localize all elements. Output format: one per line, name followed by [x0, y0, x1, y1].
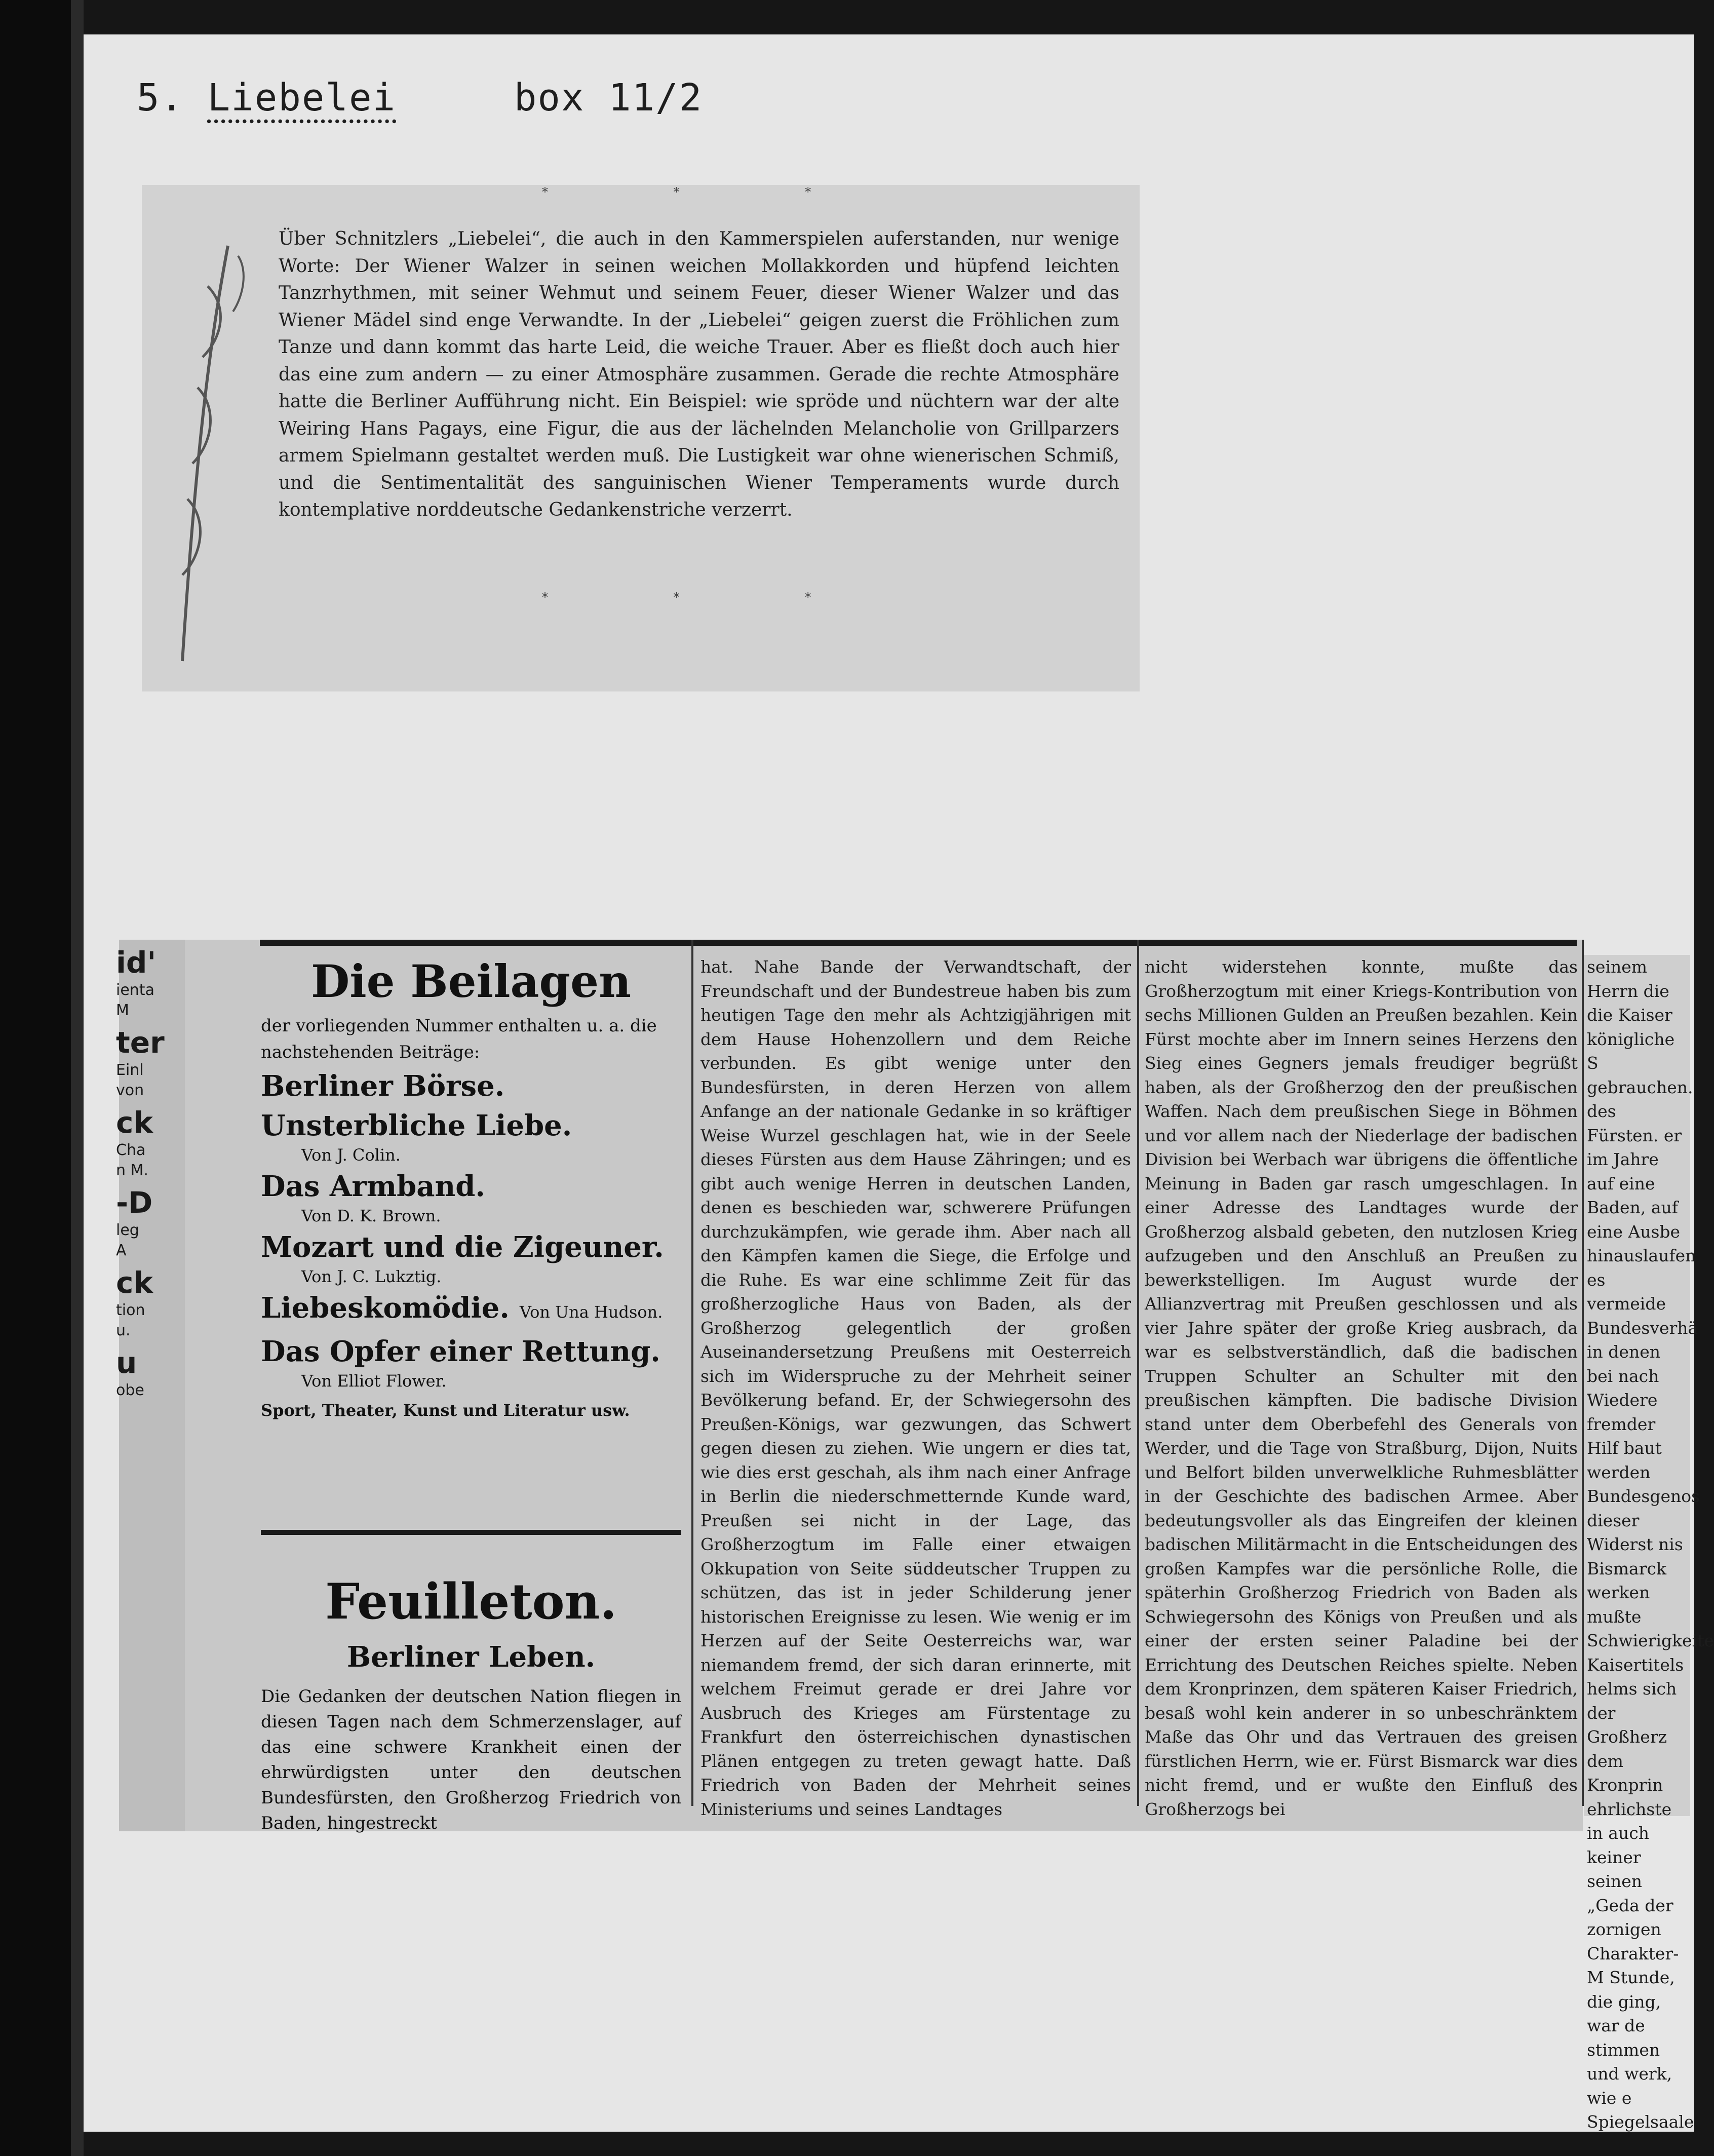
fragment: A	[116, 1242, 127, 1259]
box-label: box 11/2	[514, 76, 703, 120]
supplement-item: Das Armband.	[261, 1170, 485, 1203]
article-column-1: hat. Nahe Bande der Verwandtschaft, der Freundschaft und der Bundestreue haben bis zum heutigen Tage den mehr als Achtzigjährigen mit dem Hause Hohenzollern und dem Reiche verbunden. Es gibt wenige unter den Bundesfürsten, in deren Herzen von allem Anfange an der nationale Gedanke in so kräftiger Weise Wurzel geschlagen hat, wie in der Seele dieses Fürsten aus dem Hause Zähringen; und es gibt auch wenige Herren in deutschen Landen, denen es beschieden war, schwerere Prüfungen durchzukämpfen, wie gerade ihm. Aber nach all den Kämpfen kamen die Siege, die Erfolge und die Ruhe. Es war eine schlimme Zeit für das großherzogliche Haus von Baden, als der Großherzog gelegentlich der großen Auseinandersetzung Preußens mit Oesterreich sich im Widerspruche zu der Mehrheit seiner Bevölkerung befand. Er, der Schwiegersohn des Preußen-Königs, war gezwungen, das Schwert gegen diesen zu ziehen. Wie ungern er dies tat, wie dies erst geschah, als ihm nach einer Anfrage in Berlin die niederschmetternde Kunde ward, Preußen sei nicht in der Lage, das Großherzogtum im Falle einer etwaigen Okkupation von Seite süddeutscher Truppen zu schützen, das ist in jeder Schilderung jener historischen Ereignisse zu lesen. Wie wenig er im Herzen auf der Seite Oesterreichs war, war niemandem fremd, der sich daran erinnerte, mit welchem Freimut gerade er drei Jahre vor Ausbruch des Krieges am Fürstentage zu Frankfurt den österreichischen dynastischen Plänen entgegen zu treten gewagt hatte. Daß Friedrich von Baden der Mehrheit seines Ministeriums und seines Landtages	[700, 957, 1131, 1819]
fragment: n M.	[116, 1162, 148, 1179]
cut-right-column-text: seinem Herrn die die Kaiser königliche S gebrauchen. des Fürsten. er im Jahre auf eine Baden, auf eine Ausbe hinauslaufen es vermeide Bundesverhä in denen bei nach Wiedere fremder Hilf baut werden Bundesgenos dieser Widerst nis Bismarck werken mußte Schwierigkeite Kaisertitels helms sich der Großherz dem Kronprin ehrlichste in auch keiner seinen „Geda der zornigen Charakter-M Stunde, die ging, war de stimmen und werk, wie e Spiegelsaale	[1587, 957, 1714, 2132]
column-rule	[1137, 940, 1139, 1806]
fragment: obe	[116, 1381, 144, 1399]
fragment: id'	[116, 945, 157, 980]
fragment: u.	[116, 1322, 131, 1339]
fragment: -D	[116, 1185, 153, 1220]
fragment: ck	[116, 1265, 153, 1300]
cut-right-column	[1584, 955, 1714, 2132]
supplements-intro: der vorliegenden Nummer enthalten u. a. die nachstehenden Beiträge:	[261, 1016, 657, 1062]
supplements-box	[261, 955, 681, 1420]
separator-dots: * * *	[542, 590, 872, 604]
supplement-item-row	[261, 1289, 681, 1331]
scan-border-left	[0, 0, 71, 2156]
newspaper-clipping-review	[142, 185, 1140, 691]
supplement-author: Von D. K. Brown.	[301, 1206, 441, 1225]
fragment: leg	[116, 1221, 139, 1239]
section-rule	[261, 1530, 681, 1535]
separator-dots: * * *	[542, 185, 872, 199]
supplement-author: Von Una Hudson.	[519, 1302, 663, 1322]
scan-border-shadow	[71, 0, 84, 2156]
feuilleton-section	[261, 1543, 681, 1836]
supplement-item: Mozart und die Zigeuner.	[261, 1230, 664, 1264]
supplement-item: Unsterbliche Liebe.	[261, 1109, 572, 1142]
newspaper-clipping-feuilleton	[116, 940, 1583, 1833]
supplements-title: Die Beilagen	[310, 955, 632, 1008]
fragment: von	[116, 1082, 144, 1099]
fragment: Einl	[116, 1061, 144, 1079]
review-paragraph: Über Schnitzlers „Liebelei“, die auch in den Kammerspielen auferstanden, nur wenige Worte: Der Wiener Walzer in seinen weichen Mollakkorden und hüpfend leichten Tanzrhythmen, mit seiner Wehmut und seinem Feuer, dieser Wiener Walzer und das Wiener Mädel sind enge Verwandte. In der „Liebelei“ geigen zuerst die Fröhlichen zum Tanze und dann kommt das harte Leid, die weiche Trauer. Aber es fließt doch auch hier das eine zum andern — zu einer Atmosphäre zusammen. Gerade die rechte Atmosphäre hatte die Berliner Aufführung nicht. Ein Beispiel: wie spröde und nüchtern war der alte Weiring Hans Pagays, eine Figur, die aus der lächelnden Melancholie von Grillparzers armem Spielmann gestaltet werden muß. Die Lustigkeit war ohne wienerischen Schmiß, und die Sentimentalität des sanguinischen Wiener Temperaments wurde durch kontemplative norddeutsche Gedankenstriche verzerrt.	[279, 228, 1119, 520]
supplement-author: Von Elliot Flower.	[301, 1371, 447, 1391]
handwritten-annotation	[152, 225, 263, 681]
sheet-header	[137, 76, 703, 120]
top-rule	[260, 940, 1577, 946]
feuilleton-title: Feuilleton.	[325, 1573, 617, 1630]
article-column-2: nicht widerstehen konnte, mußte das Großherzogtum mit einer Kriegs-Kontribution von sechs Millionen Gulden an Preußen bezahlen. Kein Fürst mochte aber im Innern seines Herzens den Sieg eines Gegners jemals freudiger begrüßt haben, als der Großherzog den der preußischen Waffen. Nach dem preußischen Siege in Böhmen und vor allem nach der Niederlage der badischen Division bei Werbach war übrigens die öffentliche Meinung in Baden gar rasch umgeschlagen. In einer Adresse des Landtages wurde der Großherzog alsbald gebeten, den nutzlosen Krieg aufzugeben und den Anschluß an Preußen zu bewerkstelligen. Im August wurde der Allianzvertrag mit Preußen geschlossen und als vier Jahre später der große Krieg ausbrach, da war es selbstverständlich, daß die badischen Truppen Schulter an Schulter mit den preußischen kämpften. Die badische Division stand unter dem Oberbefehl des Generals von Werder, und die Tage von Straßburg, Dijon, Nuits und Belfort bilden unverwelkliche Ruhmesblätter in der Geschichte des badischen Armee. Aber bedeutungsvoller als das Eingreifen der kleinen badischen Militärmacht in die Entscheidungen des großen Kampfes war die persönliche Rolle, die späterhin Großherzog Friedrich von Baden als Schwiegersohn des Königs von Preußen und als einer der ersten seiner Paladine bei der Errichtung des Deutschen Reiches spielte. Neben dem Kronprinzen, dem späteren Kaiser Friedrich, besaß wohl kein anderer in so unbeschränktem Maße das Ohr und das Vertrauen des greisen fürstlichen Herrn, wie er. Fürst Bismarck war dies nicht fremd, und er wußte den Einfluß des Großherzogs bei	[1145, 957, 1578, 1819]
fragment: M	[116, 1002, 129, 1019]
supplement-author: Von J. C. Lukztig.	[301, 1267, 442, 1286]
supplement-item: Liebeskomödie.	[261, 1291, 510, 1325]
fragment: u	[116, 1345, 137, 1380]
supplements-footer: Sport, Theater, Kunst und Literatur usw.	[261, 1401, 630, 1420]
supplement-author: Von J. Colin.	[301, 1145, 401, 1165]
supplement-item: Berliner Börse.	[261, 1069, 505, 1103]
feuilleton-subtitle: Berliner Leben.	[346, 1640, 596, 1674]
fragment: Cha	[116, 1141, 146, 1159]
supplement-item: Das Opfer einer Rettung.	[261, 1335, 660, 1368]
fragment: tion	[116, 1301, 145, 1319]
item-number: 5.	[137, 76, 184, 120]
fragment: ck	[116, 1105, 153, 1140]
feuilleton-paragraph: Die Gedanken der deutschen Nation fliegen in diesen Tagen nach dem Schmerzenslager, auf das eine schwere Krankheit einen der ehrwürdigsten unter den deutschen Bundesfürsten, den Großherzog Friedrich von Baden, hingestreckt	[261, 1686, 681, 1833]
cut-adjacent-column	[116, 940, 185, 1831]
fragment: ienta	[116, 981, 154, 999]
item-title: Liebelei	[207, 76, 397, 120]
fragment: ter	[116, 1025, 165, 1060]
column-rule	[691, 940, 693, 1806]
